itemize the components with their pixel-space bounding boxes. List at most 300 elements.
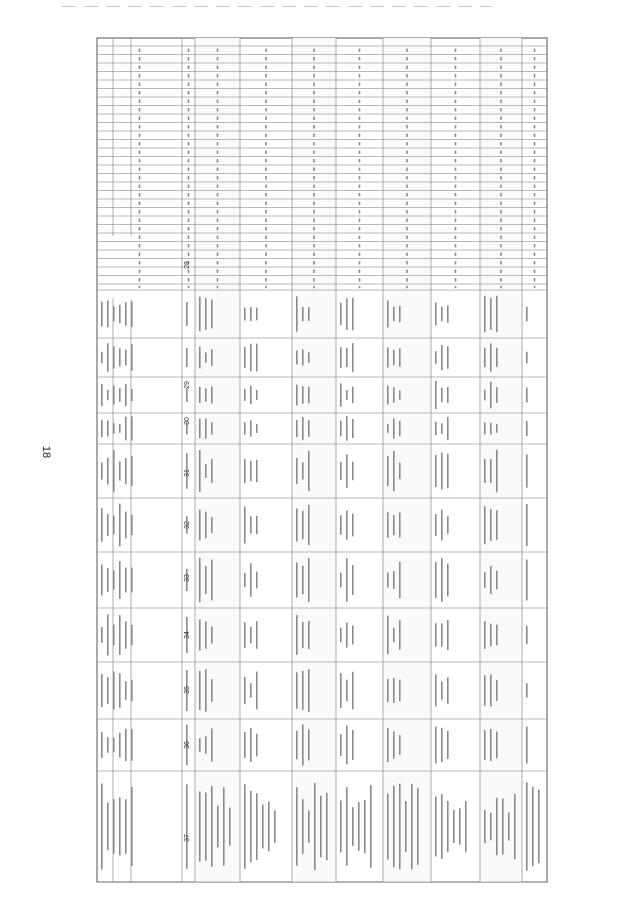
scan-text-smudge — [534, 159, 536, 162]
scan-text-smudge — [393, 515, 395, 535]
scan-text-smudge — [496, 296, 498, 332]
scan-text-smudge — [500, 125, 502, 128]
scan-text-smudge — [447, 454, 449, 489]
scan-text-smudge — [435, 422, 437, 435]
scan-text-smudge — [188, 100, 190, 103]
scan-text-smudge — [313, 193, 315, 196]
scan-text-smudge — [113, 386, 115, 405]
scan-text-smudge — [256, 516, 258, 534]
scan-text-smudge — [101, 674, 103, 707]
scan-text-smudge — [352, 419, 354, 438]
scan-text-smudge — [352, 730, 354, 760]
scan-text-smudge — [256, 734, 258, 757]
scan-text-smudge — [359, 227, 361, 230]
scan-text-smudge — [188, 117, 190, 120]
scan-text-smudge — [199, 738, 201, 752]
scan-text-smudge — [359, 210, 361, 213]
scan-text-smudge — [113, 450, 115, 492]
scan-text-smudge — [119, 615, 121, 655]
scan-text-smudge — [265, 91, 267, 94]
scan-text-smudge — [139, 244, 141, 247]
scan-text-smudge — [302, 349, 304, 365]
scan-text-smudge — [359, 125, 361, 128]
scan-text-smudge — [256, 672, 258, 710]
scan-text-smudge — [119, 673, 121, 708]
scan-text-smudge — [265, 176, 267, 179]
scan-text-smudge — [399, 680, 401, 702]
scan-text-smudge — [250, 563, 252, 596]
scan-text-smudge — [139, 151, 141, 154]
scan-text-smudge — [107, 420, 109, 436]
scan-text-smudge — [534, 270, 536, 273]
scan-text-smudge — [139, 66, 141, 69]
scan-text-smudge — [496, 731, 498, 758]
scan-text-smudge — [113, 738, 115, 752]
scan-text-smudge — [406, 286, 408, 288]
scan-text-smudge — [113, 571, 115, 590]
scan-text-smudge — [484, 675, 486, 706]
scan-text-smudge — [387, 728, 389, 762]
column-number: 36 — [184, 741, 191, 749]
scan-text-smudge — [244, 507, 246, 544]
scan-text-smudge — [217, 83, 219, 86]
scan-text-smudge — [534, 49, 536, 52]
scan-text-smudge — [484, 423, 486, 435]
scan-text-smudge — [359, 202, 361, 205]
column-number: 29 — [184, 381, 191, 389]
scan-text-smudge — [101, 508, 103, 541]
scan-text-smudge — [308, 420, 310, 437]
scan-text-smudge — [484, 506, 486, 544]
scan-text-smudge — [455, 270, 457, 273]
scan-text-smudge — [131, 344, 133, 371]
scan-text-smudge — [217, 49, 219, 52]
scan-text-smudge — [447, 620, 449, 650]
scan-text-smudge — [211, 679, 213, 702]
scan-text-smudge — [205, 566, 207, 594]
scan-text-smudge — [359, 91, 361, 94]
scan-text-smudge — [313, 227, 315, 230]
scan-text-smudge — [406, 210, 408, 213]
scan-text-smudge — [340, 628, 342, 643]
scan-text-smudge — [406, 193, 408, 196]
scan-text-smudge — [217, 66, 219, 69]
scan-text-smudge — [101, 783, 103, 869]
scan-text-smudge — [352, 626, 354, 645]
scan-text-smudge — [359, 57, 361, 60]
scan-text-smudge — [340, 462, 342, 480]
scan-text-smudge — [296, 351, 298, 365]
scan-text-smudge — [534, 134, 536, 137]
scan-text-smudge — [526, 504, 528, 546]
scan-text-smudge — [125, 302, 127, 326]
scan-text-smudge — [387, 616, 389, 655]
scan-text-smudge — [139, 100, 141, 103]
scan-text-smudge — [313, 202, 315, 205]
scan-text-smudge — [484, 296, 486, 332]
scan-text-smudge — [441, 388, 443, 402]
scan-text-smudge — [500, 270, 502, 273]
scan-text-smudge — [435, 674, 437, 706]
scan-text-smudge — [352, 514, 354, 537]
column-number: 33 — [184, 574, 191, 582]
scan-text-smudge — [205, 792, 207, 860]
scan-text-smudge — [139, 125, 141, 128]
scan-text-smudge — [186, 388, 188, 402]
scan-text-smudge — [455, 261, 457, 264]
scan-text-smudge — [346, 622, 348, 647]
scan-text-smudge — [500, 227, 502, 230]
scan-text-smudge — [406, 108, 408, 111]
scan-text-smudge — [265, 142, 267, 145]
scan-text-smudge — [113, 346, 115, 368]
scan-text-smudge — [125, 621, 127, 648]
scan-text-smudge — [399, 463, 401, 480]
scan-text-smudge — [244, 422, 246, 435]
scan-text-smudge — [188, 74, 190, 77]
scan-text-smudge — [265, 125, 267, 128]
scan-text-smudge — [265, 108, 267, 111]
scan-text-smudge — [302, 307, 304, 321]
scan-text-smudge — [302, 386, 304, 404]
scan-text-smudge — [393, 418, 395, 438]
scan-text-smudge — [101, 384, 103, 406]
scan-text-smudge — [399, 620, 401, 649]
scan-text-smudge — [113, 625, 115, 646]
scan-text-smudge — [496, 348, 498, 367]
scan-text-smudge — [455, 125, 457, 128]
scan-text-smudge — [406, 159, 408, 162]
scan-text-smudge — [455, 74, 457, 77]
scan-text-smudge — [406, 49, 408, 52]
scan-text-smudge — [119, 424, 121, 433]
scan-text-smudge — [496, 571, 498, 590]
scan-text-smudge — [256, 308, 258, 321]
scan-text-smudge — [217, 142, 219, 145]
scan-text-smudge — [435, 514, 437, 536]
scan-text-smudge — [101, 462, 103, 479]
scan-text-smudge — [211, 626, 213, 643]
scan-text-smudge — [490, 624, 492, 647]
scan-text-smudge — [119, 733, 121, 758]
scan-text-smudge — [532, 787, 534, 867]
scan-text-smudge — [393, 571, 395, 589]
scan-text-smudge — [302, 417, 304, 440]
scan-text-smudge — [250, 420, 252, 436]
scan-text-smudge — [346, 416, 348, 441]
scan-text-smudge — [265, 66, 267, 69]
scan-text-smudge — [399, 512, 401, 537]
scan-text-smudge — [265, 227, 267, 230]
scan-text-smudge — [302, 724, 304, 765]
scan-text-smudge — [211, 387, 213, 404]
scan-text-smudge — [139, 168, 141, 171]
scan-text-smudge — [205, 736, 207, 753]
scan-text-smudge — [534, 261, 536, 264]
scan-text-smudge — [217, 210, 219, 213]
scan-text-smudge — [119, 561, 121, 599]
scan-text-smudge — [205, 388, 207, 401]
scan-text-smudge — [308, 387, 310, 403]
scan-text-smudge — [188, 253, 190, 256]
scan-text-smudge — [455, 176, 457, 179]
scan-text-smudge — [199, 450, 201, 492]
scan-text-smudge — [441, 794, 443, 859]
scan-text-smudge — [313, 286, 315, 288]
scan-text-smudge — [256, 344, 258, 372]
scan-text-smudge — [250, 516, 252, 534]
scan-text-smudge — [526, 421, 528, 436]
scan-text-smudge — [217, 117, 219, 120]
scan-text-smudge — [302, 566, 304, 594]
scan-text-smudge — [217, 91, 219, 94]
scan-text-smudge — [526, 726, 528, 763]
scan-text-smudge — [107, 390, 109, 401]
scan-text-smudge — [441, 453, 443, 490]
scan-text-smudge — [340, 673, 342, 708]
scan-text-smudge — [296, 458, 298, 484]
scan-text-smudge — [534, 151, 536, 154]
scan-text-smudge — [500, 219, 502, 222]
scan-text-smudge — [514, 794, 516, 860]
scan-text-smudge — [186, 784, 188, 868]
scan-text-smudge — [205, 298, 207, 330]
scan-text-smudge — [500, 278, 502, 281]
scan-text-smudge — [455, 100, 457, 103]
scan-text-smudge — [406, 57, 408, 60]
scan-text-smudge — [406, 74, 408, 77]
scan-text-smudge — [500, 176, 502, 179]
scan-text-smudge — [500, 202, 502, 205]
scan-text-smudge — [534, 117, 536, 120]
scan-text-smudge — [435, 727, 437, 764]
scan-text-smudge — [359, 176, 361, 179]
scan-text-smudge — [387, 456, 389, 486]
scan-text-smudge — [244, 677, 246, 704]
scan-text-smudge — [302, 462, 304, 479]
scan-text-smudge — [352, 387, 354, 403]
scan-text-smudge — [411, 784, 413, 870]
scan-text-smudge — [265, 219, 267, 222]
scan-text-smudge — [308, 558, 310, 602]
scan-text-smudge — [500, 74, 502, 77]
scan-text-smudge — [302, 671, 304, 710]
scan-text-smudge — [139, 227, 141, 230]
scan-text-smudge — [538, 790, 540, 864]
scan-text-smudge — [188, 278, 190, 281]
scan-text-smudge — [125, 350, 127, 366]
scan-text-smudge — [256, 621, 258, 649]
scan-text-smudge — [131, 416, 133, 440]
scan-text-smudge — [302, 622, 304, 648]
scan-text-smudge — [435, 797, 437, 857]
scan-text-smudge — [496, 625, 498, 646]
column-number: 34 — [184, 631, 191, 639]
scan-text-smudge — [359, 286, 361, 288]
scan-text-smudge — [101, 420, 103, 437]
header-rules — [113, 38, 131, 882]
scan-text-smudge — [406, 227, 408, 230]
scan-text-smudge — [250, 683, 252, 698]
scan-text-smudge — [217, 253, 219, 256]
scan-text-smudge — [455, 236, 457, 239]
scan-text-smudge — [406, 185, 408, 188]
scan-text-smudge — [406, 278, 408, 281]
scan-text-smudge — [125, 458, 127, 484]
scan-text-smudge — [313, 219, 315, 222]
scan-text-smudge — [346, 787, 348, 865]
scan-text-smudge — [455, 83, 457, 86]
scan-text-smudge — [455, 91, 457, 94]
scan-text-smudge — [308, 307, 310, 321]
scan-text-smudge — [265, 151, 267, 154]
scan-text-smudge — [359, 185, 361, 188]
scan-text-smudge — [484, 621, 486, 649]
scan-text-smudge — [296, 296, 298, 331]
scan-text-smudge — [435, 351, 437, 364]
scan-text-smudge — [455, 227, 457, 230]
scan-text-smudge — [455, 151, 457, 154]
scan-text-smudge — [441, 510, 443, 541]
scan-text-smudge — [107, 514, 109, 536]
scan-text-smudge — [131, 568, 133, 593]
scan-text-smudge — [244, 573, 246, 587]
scan-text-smudge — [500, 286, 502, 288]
scan-text-smudge — [359, 151, 361, 154]
scan-text-smudge — [340, 383, 342, 406]
scan-text-smudge — [455, 185, 457, 188]
scan-text-smudge — [119, 388, 121, 402]
scan-text-smudge — [406, 261, 408, 264]
scan-text-smudge — [455, 219, 457, 222]
scan-text-smudge — [455, 142, 457, 145]
scan-text-smudge — [139, 142, 141, 145]
scan-text-smudge — [217, 108, 219, 111]
scan-text-smudge — [526, 683, 528, 697]
scan-text-smudge — [131, 680, 133, 701]
scan-text-smudge — [441, 307, 443, 321]
row-band — [480, 38, 522, 882]
scan-text-smudge — [107, 568, 109, 592]
scan-text-smudge — [534, 202, 536, 205]
scan-text-smudge — [308, 352, 310, 362]
scan-text-smudge — [205, 669, 207, 711]
scan-text-smudge — [406, 253, 408, 256]
scan-text-smudge — [125, 681, 127, 700]
scan-text-smudge — [101, 627, 103, 643]
scan-text-smudge — [399, 421, 401, 437]
scan-text-smudge — [188, 168, 190, 171]
scan-text-smudge — [262, 804, 264, 848]
scan-text-smudge — [447, 346, 449, 368]
scan-text-smudge — [340, 573, 342, 588]
scan-text-smudge — [406, 134, 408, 137]
scan-text-smudge — [406, 117, 408, 120]
scan-text-smudge — [211, 349, 213, 366]
scan-text-smudge — [265, 193, 267, 196]
scan-text-smudge — [526, 352, 528, 364]
scan-text-smudge — [188, 210, 190, 213]
scan-text-smudge — [265, 74, 267, 77]
scan-text-smudge — [139, 219, 141, 222]
scan-text-smudge — [265, 185, 267, 188]
scan-text-smudge — [441, 423, 443, 433]
scan-text-smudge — [211, 422, 213, 434]
scan-text-smudge — [364, 800, 366, 853]
scan-text-smudge — [359, 278, 361, 281]
scan-text-smudge — [340, 515, 342, 534]
scan-text-smudge — [268, 802, 270, 852]
scan-text-smudge — [308, 729, 310, 760]
scan-text-smudge — [352, 298, 354, 331]
scan-text-smudge — [296, 672, 298, 708]
scan-text-smudge — [101, 352, 103, 363]
scan-text-smudge — [406, 151, 408, 154]
scan-text-smudge — [217, 100, 219, 103]
scan-text-smudge — [326, 793, 328, 861]
scan-text-smudge — [139, 159, 141, 162]
scan-text-smudge — [405, 801, 407, 852]
scan-text-smudge — [500, 159, 502, 162]
scan-text-smudge — [188, 219, 190, 222]
scan-text-smudge — [534, 253, 536, 256]
scan-text-smudge — [199, 419, 201, 438]
scan-text-smudge — [447, 564, 449, 597]
scan-text-smudge — [441, 345, 443, 370]
scan-text-smudge — [435, 455, 437, 487]
scan-text-smudge — [296, 385, 298, 406]
scan-text-smudge — [526, 782, 528, 870]
scan-text-smudge — [455, 159, 457, 162]
scan-text-smudge — [387, 793, 389, 859]
scan-text-smudge — [139, 176, 141, 179]
scan-text-smudge — [526, 454, 528, 487]
scan-text-smudge — [359, 219, 361, 222]
scan-text-smudge — [188, 142, 190, 145]
scan-text-smudge — [399, 306, 401, 322]
scan-text-smudge — [455, 202, 457, 205]
scan-text-smudge — [296, 563, 298, 598]
scan-text-smudge — [313, 100, 315, 103]
scan-text-smudge — [393, 678, 395, 703]
scan-text-smudge — [313, 159, 315, 162]
scan-text-smudge — [131, 389, 133, 401]
scan-text-smudge — [199, 297, 201, 332]
scan-text-smudge — [308, 505, 310, 545]
scan-text-smudge — [484, 730, 486, 760]
scan-text-smudge — [119, 348, 121, 367]
scan-text-smudge — [496, 510, 498, 540]
scan-text-smudge — [526, 387, 528, 402]
scan-text-smudge — [125, 512, 127, 539]
scan-text-smudge — [131, 625, 133, 646]
scan-text-smudge — [455, 117, 457, 120]
scan-text-smudge — [346, 510, 348, 539]
scan-text-smudge — [139, 202, 141, 205]
scan-text-smudge — [139, 210, 141, 213]
scan-text-smudge — [313, 210, 315, 213]
scan-text-smudge — [459, 808, 461, 844]
scan-text-smudge — [217, 244, 219, 247]
scan-text-smudge — [265, 117, 267, 120]
scan-text-smudge — [435, 381, 437, 409]
scan-text-smudge — [217, 202, 219, 205]
scan-text-smudge — [340, 734, 342, 756]
scan-text-smudge — [346, 726, 348, 765]
scan-text-smudge — [455, 244, 457, 247]
scan-text-smudge — [188, 286, 190, 288]
scan-text-smudge — [265, 168, 267, 171]
